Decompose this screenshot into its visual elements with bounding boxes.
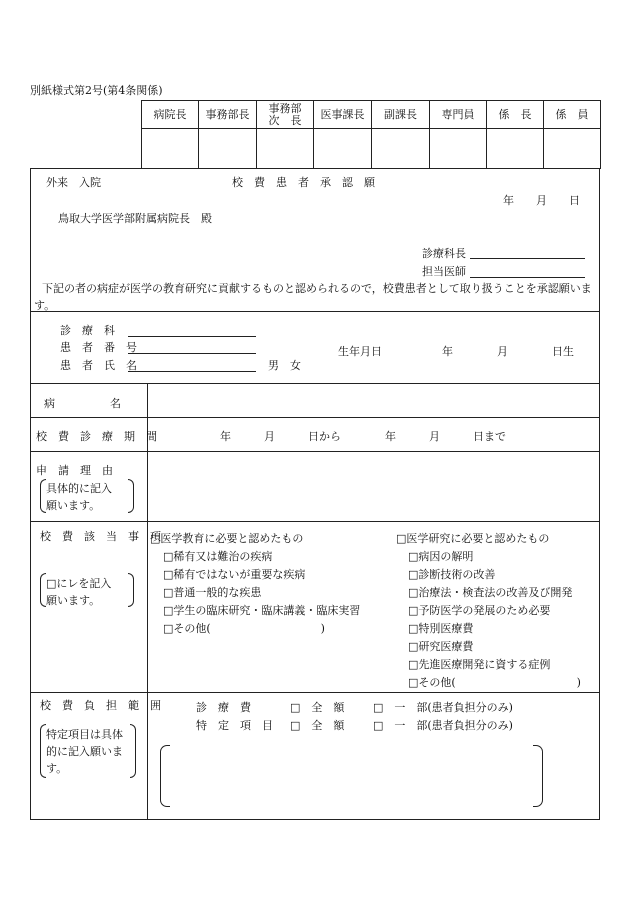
outpatient-inpatient: 外来 入院 bbox=[46, 176, 101, 189]
form-title: 校 費 患 者 承 認 願 bbox=[232, 176, 375, 189]
edu-item-checkbox-2[interactable]: □稀有ではないが重要な疾病 bbox=[163, 568, 306, 581]
approval-stamp-section-chief[interactable] bbox=[486, 128, 544, 169]
res-title-checkbox[interactable]: □医学研究に必要と認めたもの bbox=[396, 532, 550, 545]
applicable-note-1: □にレを記入 bbox=[46, 577, 112, 590]
approval-header-admin-director: 事務部長 bbox=[198, 100, 257, 129]
res-item-checkbox-2[interactable]: □診断技術の改善 bbox=[408, 568, 496, 581]
medical-fee-full-checkbox[interactable]: □ 全 額 bbox=[290, 701, 345, 714]
request-date: 年 月 日 bbox=[503, 194, 580, 207]
reason-note-1: 具体的に記入 bbox=[46, 482, 112, 495]
res-item-checkbox-1[interactable]: □病因の解明 bbox=[408, 550, 474, 563]
applicable-label: 校 費 該 当 事 項 bbox=[40, 530, 161, 543]
approval-header-admin-deputy: 事務部 次 長 bbox=[256, 100, 314, 129]
res-item-checkbox-6[interactable]: □研究医療費 bbox=[408, 640, 474, 653]
form-id: 別紙様式第2号(第4条関係) bbox=[30, 84, 163, 97]
approval-header-medical-affairs-chief: 医事課長 bbox=[313, 100, 372, 129]
statement: 下記の者の病症が医学の教育研究に貢献するものと認められるので，校費患者として取り扱うことを承認願います。 bbox=[34, 282, 592, 312]
approval-stamp-staff[interactable] bbox=[543, 128, 601, 169]
period-text: 年 月 日から 年 月 日まで bbox=[220, 430, 506, 443]
approval-header-specialist: 専門員 bbox=[429, 100, 487, 129]
burden-label: 校 費 負 担 範 囲 bbox=[40, 699, 161, 712]
bracket-right bbox=[130, 724, 136, 778]
bracket-right bbox=[533, 745, 543, 807]
birth-label: 生年月日 bbox=[338, 345, 382, 358]
burden-note-3: す。 bbox=[46, 762, 68, 775]
sex-options[interactable]: 男 女 bbox=[268, 359, 301, 372]
approval-header-staff: 係 員 bbox=[543, 100, 601, 129]
bracket-right bbox=[128, 573, 134, 607]
edu-title-checkbox[interactable]: □医学教育に必要と認めたもの bbox=[150, 532, 304, 545]
dept-label: 診 療 科 bbox=[60, 324, 115, 337]
specific-item-detail-field[interactable] bbox=[172, 746, 532, 806]
res-item-checkbox-3[interactable]: □治療法・検査法の改善及び開発 bbox=[408, 586, 573, 599]
specific-item-full-checkbox[interactable]: □ 全 額 bbox=[290, 719, 345, 732]
patient-number-label: 患 者 番 号 bbox=[60, 341, 137, 354]
addressee: 鳥取大学医学部附属病院長 殿 bbox=[58, 212, 212, 225]
edu-item-checkbox-5[interactable]: □その他( ) bbox=[163, 622, 325, 635]
approval-stamp-specialist[interactable] bbox=[429, 128, 487, 169]
bracket-right bbox=[128, 479, 134, 513]
medical-fee-label: 診 療 費 bbox=[196, 701, 251, 714]
res-item-checkbox-4[interactable]: □予防医学の発展のため必要 bbox=[408, 604, 551, 617]
reason-label: 申 請 理 由 bbox=[36, 464, 113, 477]
approval-header-section-chief: 係 長 bbox=[486, 100, 544, 129]
edu-item-checkbox-4[interactable]: □学生の臨床研究・臨床講義・臨床実習 bbox=[163, 604, 361, 617]
doctor-label: 担当医師 bbox=[422, 265, 466, 278]
res-item-checkbox-7[interactable]: □先進医療開発に資する症例 bbox=[408, 658, 551, 671]
approval-stamp-deputy-chief[interactable] bbox=[371, 128, 430, 169]
medical-fee-part-checkbox[interactable]: □ 一 部(患者負担分のみ) bbox=[373, 701, 513, 714]
doctor-signature-line[interactable] bbox=[470, 263, 585, 278]
reason-note-2: 願います。 bbox=[46, 499, 101, 512]
applicable-note-2: 願います。 bbox=[46, 594, 101, 607]
burden-note-2: 的に記入願いま bbox=[46, 745, 123, 758]
approval-stamp-admin-deputy[interactable] bbox=[256, 128, 314, 169]
patient-name-label: 患 者 氏 名 bbox=[60, 359, 137, 372]
edu-item-checkbox-1[interactable]: □稀有又は難治の疾病 bbox=[163, 550, 273, 563]
approval-stamp-admin-director[interactable] bbox=[198, 128, 257, 169]
approval-stamp-medical-affairs-chief[interactable] bbox=[313, 128, 372, 169]
res-item-checkbox-8[interactable]: □その他( ) bbox=[408, 676, 581, 689]
res-item-checkbox-5[interactable]: □特別医療費 bbox=[408, 622, 474, 635]
dept-head-label: 診療科長 bbox=[422, 247, 466, 260]
birth-date: 年 月 日生 bbox=[442, 345, 574, 358]
edu-item-checkbox-3[interactable]: □普通一般的な疾患 bbox=[163, 586, 262, 599]
dept-head-signature-line[interactable] bbox=[470, 258, 585, 259]
patient-number-field[interactable] bbox=[128, 353, 256, 354]
disease-field[interactable] bbox=[150, 386, 596, 414]
reason-field[interactable] bbox=[150, 455, 596, 517]
approval-header-hospital-director: 病院長 bbox=[141, 100, 199, 129]
approval-stamp-hospital-director[interactable] bbox=[141, 128, 199, 169]
bracket-left bbox=[160, 745, 170, 807]
patient-name-field[interactable] bbox=[128, 371, 256, 372]
approval-header-deputy-chief: 副課長 bbox=[371, 100, 430, 129]
burden-note-1: 特定項目は具体 bbox=[46, 728, 123, 741]
disease-label: 病 名 bbox=[44, 397, 121, 410]
dept-field[interactable] bbox=[128, 336, 256, 337]
specific-item-part-checkbox[interactable]: □ 一 部(患者負担分のみ) bbox=[373, 719, 513, 732]
period-label: 校 費 診 療 期 間 bbox=[36, 430, 157, 443]
specific-item-label: 特 定 項 目 bbox=[196, 719, 273, 732]
